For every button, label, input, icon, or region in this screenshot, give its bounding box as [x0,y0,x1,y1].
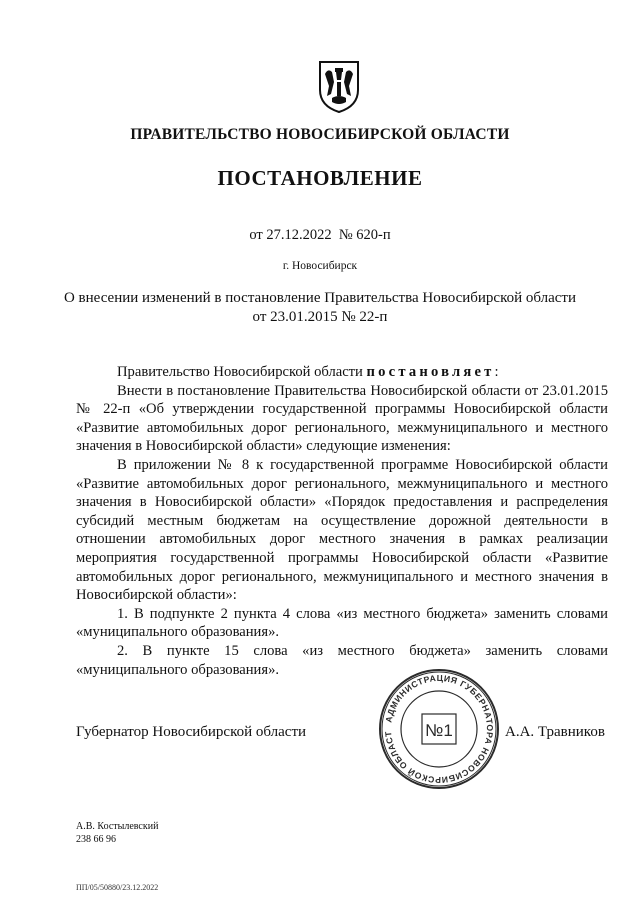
list-item-2: 2. В пункте 15 слова «из местного бюджета» заменить словами «муниципального образования». [76,642,608,678]
executor-phone: 238 66 96 [76,834,116,845]
signatory-name: А.А. Травников [505,724,605,740]
coat-of-arms-icon [318,60,360,114]
organization-name: ПРАВИТЕЛЬСТВО НОВОСИБИРСКОЙ ОБЛАСТИ [130,126,510,143]
registration-number: ПП/05/50880/23.12.2022 [76,883,159,892]
date-number-line: от 27.12.2022 № 620-п [249,227,391,243]
city: г. Новосибирск [282,260,358,272]
intro-suffix: : [494,364,499,380]
document-subject [0,289,640,327]
document-type: ПОСТАНОВЛЕНИЕ [217,166,423,190]
paragraph-2: В приложении № 8 к государственной программе Новосибирской области «Развитие автомобильных дорог регионального, межмуниципального и местного значения в Новосибирской области» «Порядок предоставления и распределения субсидий местным бюджетам на осуществление дорожной деятельности в отношении автомобильных дорог местного значения в рамках реализации мероприятия государственной программы Новосибирской области «Развитие автомобильных дорог регионального, межмуниципального и местного значения в Новосибирской области»: [76,456,608,604]
signatory-position: Губернатор Новосибирской области [76,724,307,740]
official-seal [378,668,500,790]
intro-prefix: Правительство Новосибирской области [117,364,363,380]
svg-text:№1: №1 [425,721,453,740]
decree-word: постановляет [366,364,495,380]
svg-text:АДМИНИСТРАЦИЯ ГУБЕРНАТОРА НОВО: АДМИНИСТРАЦИЯ ГУБЕРНАТОРА НОВОСИБИРСКОЙ ОБЛАСТ [382,672,496,786]
subject-line-1: О внесении изменений в постановление Правительства Новосибирской области [63,290,577,306]
list-item-1: 1. В подпункте 2 пункта 4 слова «из местного бюджета» заменить словами «муниципального образования». [76,605,608,641]
executor-info [76,820,158,846]
document-body [76,363,608,679]
intro-paragraph [76,363,608,382]
subject-line-2: от 23.01.2015 № 22-п [252,309,388,325]
executor-name: А.В. Костылевский [76,821,159,832]
paragraph-1: Внести в постановление Правительства Новосибирской области от 23.01.2015 № 22-п «Об утверждении государственной программы Новосибирской области «Развитие автомобильных дорог регионального, межмуниципального и местного значения в Новосибирской области» следующие изменения: [76,382,608,455]
